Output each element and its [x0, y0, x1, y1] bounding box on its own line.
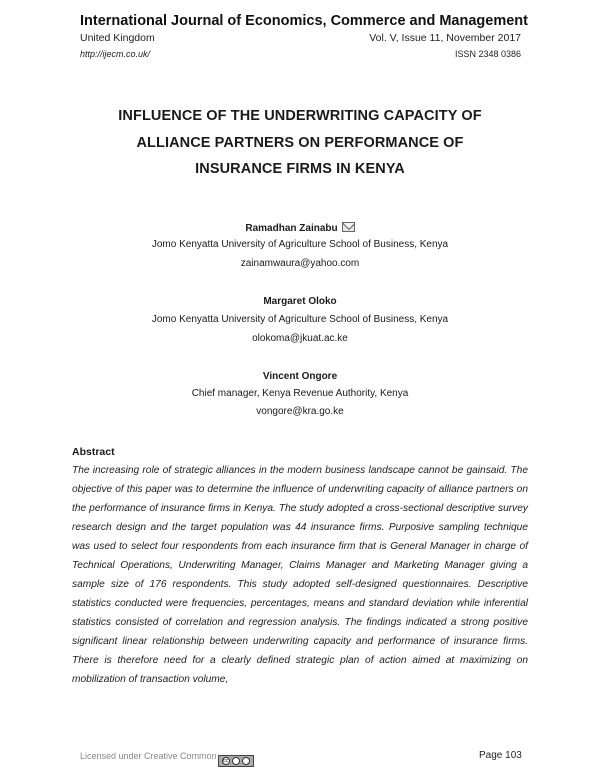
cc-circle-icon: cc [223, 758, 229, 764]
paper-title-line: ALLIANCE PARTNERS ON PERFORMANCE OF [136, 134, 464, 151]
author-affiliation: Jomo Kenyatta University of Agriculture School of Business, Kenya [151, 239, 449, 250]
author-name: Vincent Ongore [262, 371, 338, 382]
abstract-text: The increasing role of strategic alliances in the modern business landscape cannot be gainsaid. The objective of this paper was to determine the influence of underwriting capacity of alliance partners on the performance of insurance firms in Kenya. The study adopted a cross-sectional descriptive survey research design and the target population was 44 insurance firms. Purposive sampling technique was used to select four respondents from each insurance firm that is General Manager in charge of Technical Operations, Underwriting Manager, Claims Manager and Marketing Manager giving a sample size of 176 respondents. This study adopted self-designed questionnaires. Descriptive statistics conducted were frequencies, percentages, means and standard deviation while inferential statistics consisted of correlation and regression analysis. The findings indicated a strong positive significant linear relationship between underwriting capacity and performance of insurance firms. There is therefore need for a clearly defined strategic plan of action aimed at maximizing on mobilization of transaction volume, [72, 465, 528, 685]
license-notice [80, 751, 254, 767]
paper-title [60, 103, 540, 183]
journal-issn: ISSN 2348 0386 [454, 49, 521, 59]
paper-title-line: INFLUENCE OF THE UNDERWRITING CAPACITY OF [118, 108, 482, 124]
journal-volume: Vol. V, Issue 11, November 2017 [369, 32, 521, 44]
author-affiliation: Chief manager, Kenya Revenue Authority, Kenya [191, 388, 409, 399]
journal-url-link[interactable]: http://ijecm.co.uk/ [80, 49, 151, 59]
paper-title-line: INSURANCE FIRMS IN KENYA [195, 161, 405, 177]
author-email-link[interactable]: vongore@kra.go.ke [256, 406, 344, 417]
author-affiliation: Jomo Kenyatta University of Agriculture School of Business, Kenya [151, 314, 449, 325]
author-name: Ramadhan Zainabu [245, 223, 338, 234]
creative-commons-icon[interactable] [218, 755, 254, 767]
abstract-heading: Abstract [72, 446, 115, 458]
author-name: Margaret Oloko [263, 296, 337, 307]
journal-title: International Journal of Economics, Commerce and Management [80, 13, 528, 29]
author-email-link[interactable]: olokoma@jkuat.ac.ke [252, 333, 348, 344]
author-block-1 [0, 222, 600, 234]
noncommercial-icon [242, 757, 250, 765]
envelope-icon[interactable] [342, 222, 355, 232]
page-number: Page 103 [479, 750, 522, 761]
author-email-link[interactable]: zainamwaura@yahoo.com [240, 258, 360, 269]
journal-country: United Kingdom [80, 32, 155, 44]
license-text: Licensed under Creative Common [80, 751, 217, 761]
attribution-icon [232, 757, 240, 765]
